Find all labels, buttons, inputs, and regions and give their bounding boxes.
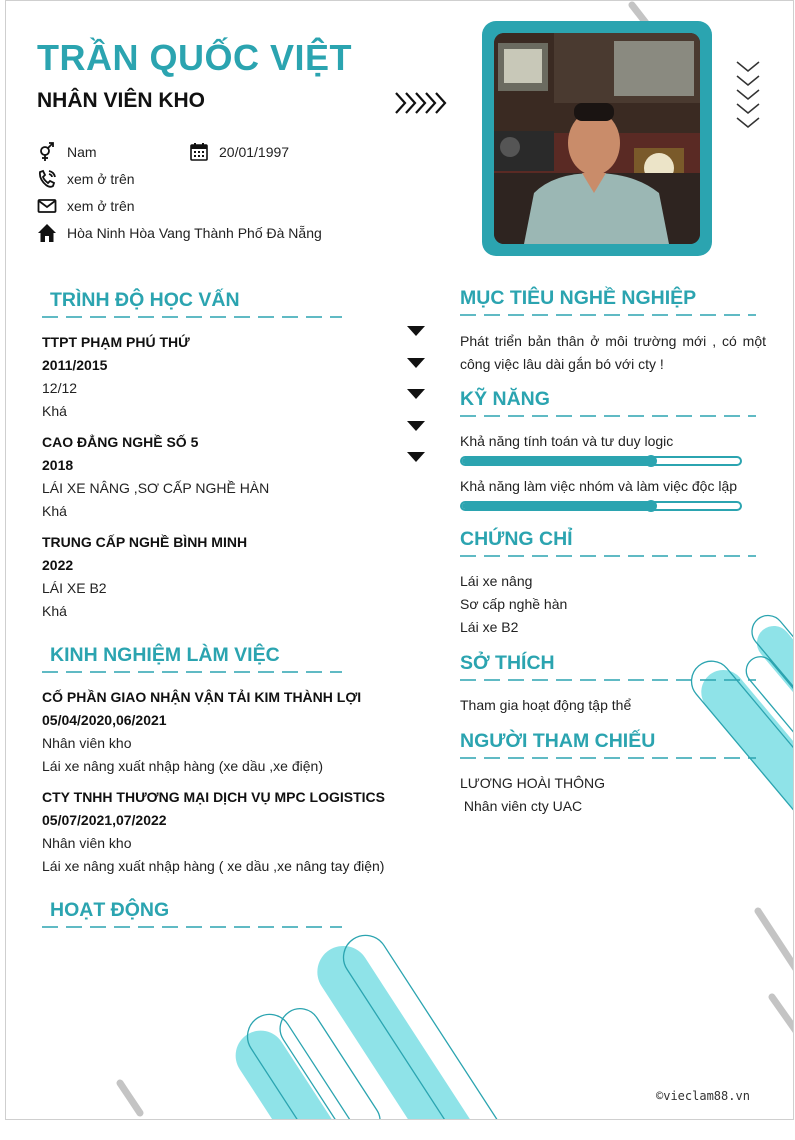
objective-underline [460,311,756,319]
skill-1-fill [462,458,651,464]
skill-2-label: Khả năng làm việc nhóm và làm việc độc lập [460,478,738,494]
triangle-down-icon [407,358,425,368]
hobbies-underline [460,676,756,684]
activities-title: HOẠT ĐỘNG [50,899,170,921]
profile-photo [494,33,700,244]
job-title: NHÂN VIÊN KHO [37,89,206,112]
certificate-item: Sơ cấp nghề hàn [460,596,568,612]
chevron-down-decoration-icon [734,59,762,131]
edu-3-period: 2022 [42,557,74,573]
birthdate-row [189,142,289,162]
exp-2-description: Lái xe nâng xuất nhập hàng ( xe dầu ,xe nâng tay điện) [42,858,385,874]
gender-value: Nam [67,144,97,160]
photo-frame [482,21,712,256]
edu-3-grade: Khá [42,603,67,619]
reference-position: Nhân viên cty UAC [460,798,583,814]
triangle-down-icon [407,389,425,399]
edu-1-grade: Khá [42,403,67,419]
calendar-icon [189,142,209,162]
education-title: TRÌNH ĐỘ HỌC VẤN [50,289,240,311]
activities-underline [42,923,342,931]
edu-3-school: TRUNG CẤP NGHỀ BÌNH MINH [42,534,248,550]
references-underline [460,754,756,762]
cv-page [5,0,794,1120]
chevron-right-decoration-icon [394,90,450,116]
reference-name: LƯƠNG HOÀI THÔNG [460,775,606,791]
address-value: Hòa Ninh Hòa Vang Thành Phố Đà Nẵng [67,225,322,241]
birthdate-value: 20/01/1997 [219,144,290,160]
skill-1-bar [460,456,742,466]
phone-value: xem ở trên [67,171,135,187]
gender-row [37,142,97,162]
skills-title: KỸ NĂNG [460,388,550,410]
address-row [37,223,322,243]
skills-underline [460,412,756,420]
certificates-underline [460,552,756,560]
skill-1-knob [645,455,657,467]
email-row [37,196,135,216]
certificates-title: CHỨNG CHỈ [460,528,573,550]
triangle-down-icon [407,421,425,431]
exp-1-description: Lái xe nâng xuất nhập hàng (xe dầu ,xe điện) [42,758,323,774]
exp-1-company: CỐ PHẦN GIAO NHẬN VẬN TẢI KIM THÀNH LỢI [42,689,362,705]
triangle-down-icon [407,452,425,462]
edu-2-period: 2018 [42,457,74,473]
home-icon [37,223,57,243]
skill-2-knob [645,500,657,512]
gender-icon [37,142,57,162]
objective-title: MỤC TIÊU NGHỀ NGHIỆP [460,287,697,309]
skill-2-fill [462,503,651,509]
exp-2-role: Nhân viên kho [42,835,132,851]
edu-1-school: TTPT PHẠM PHÚ THỨ [42,334,190,350]
education-underline [42,313,342,321]
skill-2-bar [460,501,742,511]
exp-1-role: Nhân viên kho [42,735,132,751]
exp-2-company: CTY TNHH THƯƠNG MẠI DỊCH VỤ MPC LOGISTICS [42,789,385,805]
hobby-text: Tham gia hoạt động tập thể [460,697,632,713]
skill-1-label: Khả năng tính toán và tư duy logic [460,433,674,449]
email-icon [37,196,57,216]
email-value: xem ở trên [67,198,135,214]
objective-text: Phát triển bản thân ở môi trường mới , có một công việc lâu dài gắn bó với cty ! [460,333,766,372]
edu-2-school: CAO ĐẲNG NGHỀ SỐ 5 [42,434,199,450]
edu-3-detail: LÁI XE B2 [42,580,107,596]
edu-1-detail: 12/12 [42,380,78,396]
experience-title: KINH NGHIỆM LÀM VIỆC [50,644,280,666]
edu-2-detail: LÁI XE NÂNG ,SƠ CẤP NGHỀ HÀN [42,480,270,496]
phone-icon [37,169,57,189]
experience-underline [42,668,342,676]
hobbies-title: SỞ THÍCH [460,652,555,674]
site-credit: ©vieclam88.vn [656,1089,750,1103]
exp-1-period: 05/04/2020,06/2021 [42,712,167,728]
phone-row [37,169,135,189]
edu-2-grade: Khá [42,503,67,519]
references-title: NGƯỜI THAM CHIẾU [460,730,656,752]
triangle-down-icon [407,326,425,336]
certificate-item: Lái xe nâng [460,573,533,589]
edu-1-period: 2011/2015 [42,357,108,373]
certificate-item: Lái xe B2 [460,619,519,635]
exp-2-period: 05/07/2021,07/2022 [42,812,167,828]
candidate-name: TRẦN QUỐC VIỆT [37,37,353,78]
